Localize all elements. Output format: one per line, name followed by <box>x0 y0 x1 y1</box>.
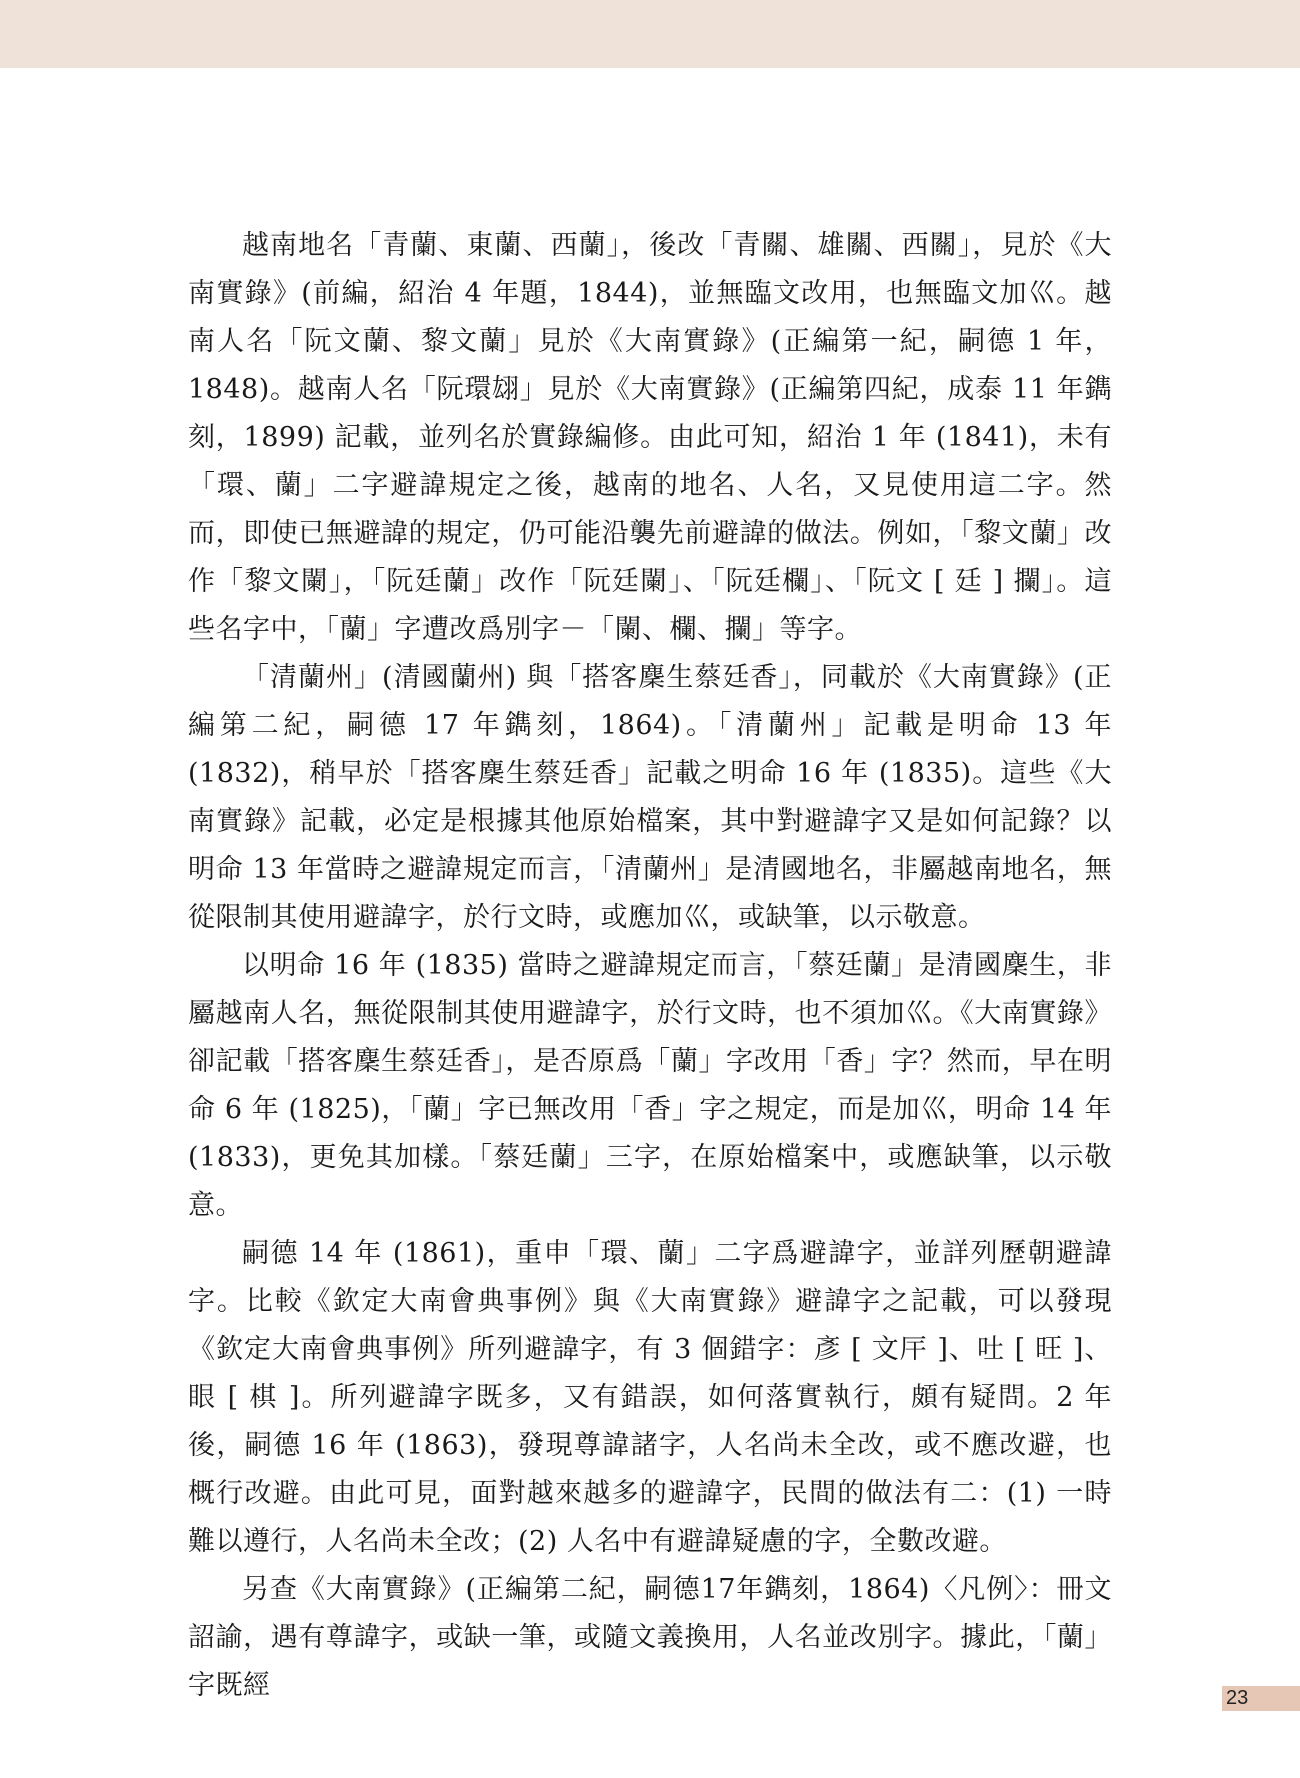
paragraph-4: 嗣德 14 年 (1861)，重申「環、蘭」二字爲避諱字，並詳列歷朝避諱字。比較《欽定大南會典事例》與《大南實錄》避諱字之記載，可以發現《欽定大南會典事例》所列避諱字，有 3 個錯字：彥 [ 文厈 ]、吐 [ 旺 ]、眼 [ 棋 ]。所列避諱字既多，又有錯誤，如何落實執行，頗有疑問。2 年後，嗣德 16 年 (1863)，發現尊諱諸字，人名尚未全改，或不應改避，也概行改避。由此可見，面對越來越多的避諱字，民間的做法有二：(1) 一時難以遵行，人名尚未全改；(2) 人名中有避諱疑慮的字，全數改避。 <box>188 1238 1112 1557</box>
main-text <box>188 222 1112 1710</box>
paragraph-2: 「清蘭州」(清國蘭州) 與「搭客麇生蔡廷香」，同載於《大南實錄》(正編第二紀，嗣德 17 年鐫刻，1864)。「清蘭州」記載是明命 13 年 (1832)，稍早於「搭客麇生蔡廷香」記載之明命 16 年 (1835)。這些《大南實錄》記載，必定是根據其他原始檔案，其中對避諱字又是如何記錄？以明命 13 年當時之避諱規定而言，「清蘭州」是清國地名，非屬越南地名，無從限制其使用避諱字，於行文時，或應加巛，或缺筆，以示敬意。 <box>188 662 1112 933</box>
header-band <box>0 0 1300 68</box>
paragraph-5: 另查《大南實錄》(正編第二紀，嗣德17年鐫刻，1864)〈凡例〉：冊文詔諭，遇有尊諱字，或缺一筆，或隨文義換用，人名並改別字。據此，「蘭」字既經 <box>188 1574 1112 1701</box>
paragraph-1: 越南地名「青蘭、東蘭、西蘭」，後改「青關、雄關、西關」，見於《大南實錄》(前編，紹治 4 年題，1844)，並無臨文改用，也無臨文加巛。越南人名「阮文蘭、黎文蘭」見於《大南實錄》(正編第一紀，嗣德 1 年，1848)。越南人名「阮環翃」見於《大南實錄》(正編第四紀，成泰 11 年鐫刻，1899) 記載，並列名於實錄編修。由此可知，紹治 1 年 (1841)，未有「環、蘭」二字避諱規定之後，越南的地名、人名，又見使用這二字。然而，即使已無避諱的規定，仍可能沿襲先前避諱的做法。例如，「黎文蘭」改作「黎文闌」，「阮廷蘭」改作「阮廷闌」、「阮廷欄」、「阮文 [ 廷 ] 攔」。這些名字中，「蘭」字遭改爲別字－「闌、欄、攔」等字。 <box>188 230 1112 645</box>
paragraph-3: 以明命 16 年 (1835) 當時之避諱規定而言，「蔡廷蘭」是清國麇生，非屬越南人名，無從限制其使用避諱字，於行文時，也不須加巛。《大南實錄》卻記載「搭客麇生蔡廷香」，是否原爲「蘭」字改用「香」字？然而，早在明命 6 年 (1825)，「蘭」字已無改用「香」字之規定，而是加巛，明命 14 年 (1833)，更免其加樣。「蔡廷蘭」三字，在原始檔案中，或應缺筆，以示敬意。 <box>188 950 1112 1221</box>
page-number: 23 <box>1226 1687 1249 1709</box>
